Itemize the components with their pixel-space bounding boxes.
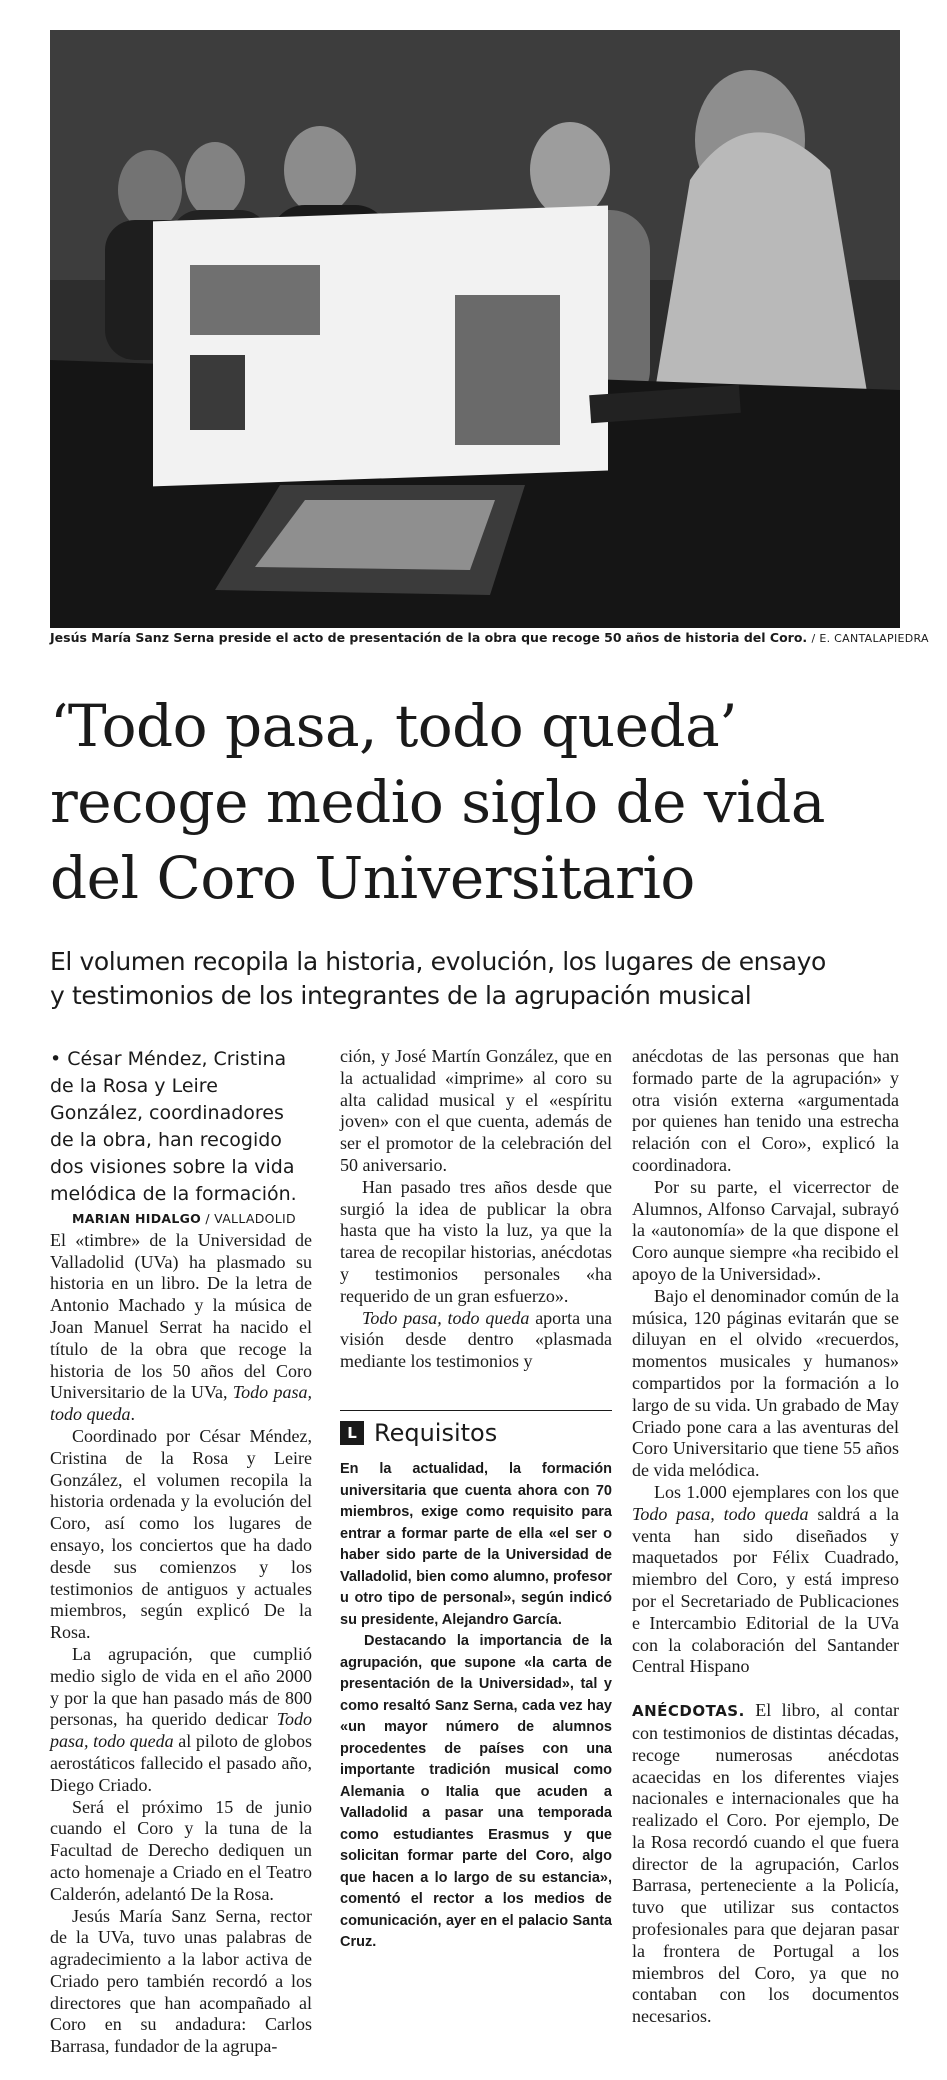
text: El libro, al contar con testimonios de distintas décadas, recoge numerosas anécdotas acaecidas en los diferentes viajes nacionales e internacionales que ha realizado el Coro. Por ejemplo, De la Rosa recordó cuando el que fuera director de la agrupación, Carlos Barrasa, perteneciente a la Policía, tuvo que utilizar sus contactos profesionales para que dejaran pasar la frontera de Portugal a los miembros del Coro, ya que no contaban con los documentos necesarios. [632,1700,899,2027]
text: al piloto de globos aerostáticos fallecido el pasado año, Diego Criado. [50,1731,312,1795]
box-paragraph: Destacando la importancia de la agrupación, que supone «la carta de presentación de la Universidad», tal y como resaltó Sanz Serna, cada vez hay «un mayor número de alumnos procedentes de países con una importante tradición musical como Alemania o Italia que acuden a Valladolid a pasar una temporada como estudiantes Erasmus y que solicitan formar parte del Coro, algo que hacen a lo largo de su estancia», comentó el rector a los medios de comunicación, ayer en el palacio Santa Cruz. [340,1633,612,1950]
book-title: Todo pasa, todo queda [632,1503,809,1524]
subheadline-line: El volumen recopila la historia, evolución, los lugares de ensayo [50,947,826,976]
text: aporta una visión desde dentro «plasmada mediante los testimonios y [340,1307,612,1372]
book-title: Todo pasa, todo queda [50,1709,312,1752]
text: El «timbre» de la Universidad de Valladolid (UVa) ha plasmado su historia en un libro. De la letra de Antonio Machado y la música de Joan Manuel Serrat ha nacido el título de la obra que recoge la historia de los 50 años del Coro Universitario de la UVa, [50,1229,312,1403]
paragraph [50,1644,312,1797]
article-column-3 [632,1046,899,2028]
paragraph [632,1482,899,1678]
byline-author: MARIAN HIDALGO [72,1211,202,1226]
box-paragraph: En la actualidad, la formación universitaria que cuenta ahora con 70 miembros, exige como requisito para entrar a formar parte de ella «el ser o haber sido parte de la Universidad de Valladolid, bien como alumno, profesor u otro tipo de personal», según indicó su presidente, Alejandro García. [340,1461,612,1628]
article-column-1 [50,1046,312,2058]
lead-summary: • César Méndez, Cristina de la Rosa y Leire González, coordinadores de la obra, han recogido dos visiones sobre la vida melódica de la formación. [50,1048,297,1205]
text: saldrá a la venta han sido diseñados y maquetados por Félix Cuadrado, miembro del Coro, y está impreso por el Secretariado de Publicaciones e Intercambio Editorial de la UVa con la colaboración del Santander Central Hispano [632,1503,899,1677]
byline [50,1208,312,1230]
box-header [340,1419,612,1447]
headline-line: del Coro Universitario [50,844,695,912]
section-kicker: ANÉCDOTAS. [632,1702,745,1721]
paragraph: ción, y José Martín González, que en la actualidad «imprime» al coro su alta calidad musical y el «espíritu joven» con el que cuenta, además de ser el promotor de la celebración del 50 aniversario. [340,1046,612,1175]
photo-credit: / E. CANTALAPIEDRA [811,632,929,645]
caption-text: Jesús María Sanz Serna preside el acto de presentación de la obra que recoge 50 años de historia del Coro. [50,630,808,645]
text: . [130,1404,135,1425]
text: La agrupación, que cumplió medio siglo de vida en el año 2000 y por la que han pasado más de 800 personas, ha querido dedicar [50,1643,312,1730]
book-title: Todo pasa, todo queda [50,1382,312,1425]
headline-line: recoge medio siglo de vida [50,768,825,836]
subheadline [50,945,910,1013]
paragraph [632,1700,899,2028]
paragraph: Coordinado por César Méndez, Cristina de la Rosa y Leire González, el volumen recopila la historia ordenada y la evolución del Coro, así como los lugares de ensayo, los conciertos que ha dado desde sus comienzos y los testimonios de antiguos y actuales miembros, según explicó De la Rosa. [50,1425,312,1643]
news-photo [50,30,900,628]
paragraph [50,1230,312,1426]
paragraph: Bajo el denominador común de la música, 120 páginas evitarán que se diluyan en el olvido «recuerdos, momentos musicales y humanos» compartidos por la formación a lo largo de su vida. Un grabado de May Criado pone cara a las aventuras del Coro Universitario que tiene 55 años de vida melódica. [632,1285,899,1481]
paragraph [340,1308,612,1373]
headline-line: ‘Todo pasa, todo queda’ [50,692,738,760]
paragraph: Han pasado tres años desde que surgió la idea de publicar la obra hasta que ha visto la luz, ya que la tarea de recopilar historias, anécdotas y testimonios personales «ha requerido de un gran esfuerzo». [340,1176,612,1306]
box-title: Requisitos [374,1419,498,1447]
paragraph: Jesús María Sanz Serna, rector de la UVa, tuvo unas palabras de agradecimiento a la labor activa de Criado pero también recordó a los directores que han acompañado al Coro en su andadura: Carlos Barrasa, fundador de la agrupa- [50,1905,312,2057]
section-logo-icon: L [340,1421,364,1445]
text: Los 1.000 ejemplares con los que [654,1481,899,1502]
requisitos-box [340,1410,612,1954]
box-body [340,1459,612,1954]
byline-city: / VALLADOLID [201,1211,296,1226]
paragraph: Por su parte, el vicerrector de Alumnos, Alfonso Carvajal, subrayó la «autonomía» de la que dispone el Coro aunque siempre «ha recibido el apoyo de la Universidad». [632,1176,899,1284]
subheadline-line: y testimonios de los integrantes de la agrupación musical [50,981,752,1010]
photo-scene [50,30,900,628]
paragraph: anécdotas de las personas que han formado parte de la agrupación» y otra visión externa «argumentada por quienes han tenido una estrecha relación con el Coro», explicó la coordinadora. [632,1046,899,1175]
headline [50,688,910,916]
paragraph: Será el próximo 15 de junio cuando el Coro y la tuna de la Facultad de Derecho dediquen un acto homenaje a Criado en el Teatro Calderón, adelantó De la Rosa. [50,1796,312,1904]
article-column-2 [340,1046,612,1373]
photo-caption [50,630,929,645]
book-title: Todo pasa, todo queda [362,1307,530,1328]
